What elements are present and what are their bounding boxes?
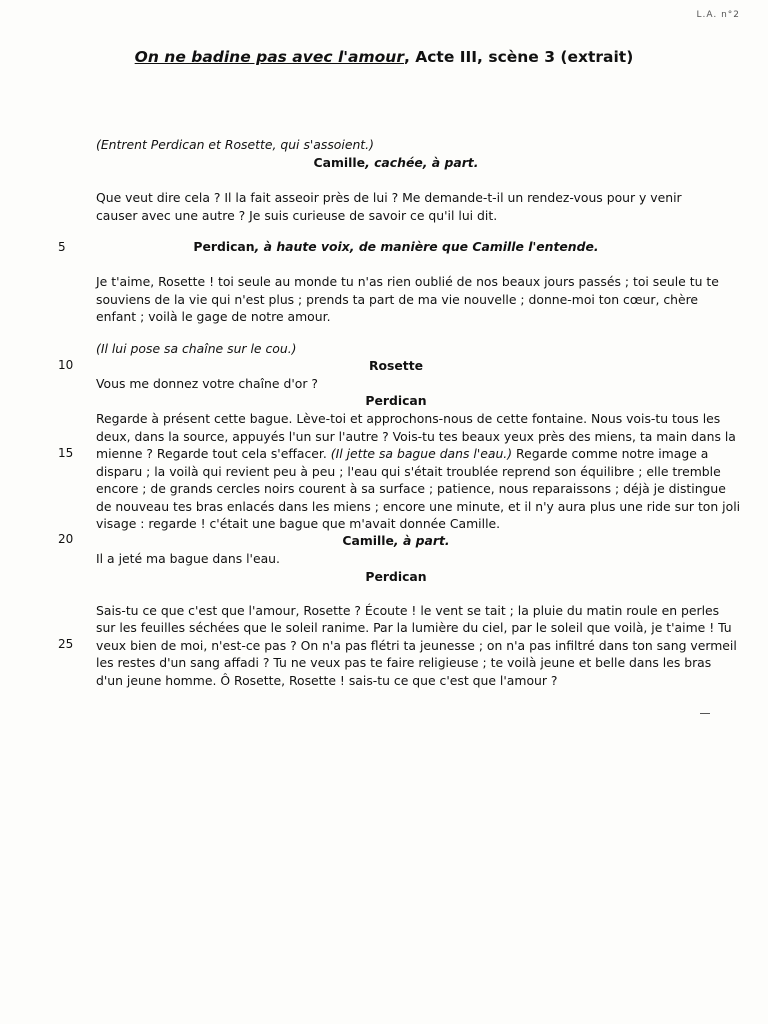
speaker-camille-2	[96, 533, 696, 548]
stage-direction-1: (Entrent Perdican et Rosette, qui s'assoient.)	[96, 137, 374, 152]
speaker-perdican-3: Perdican	[365, 569, 427, 584]
para-1-line-1: Que veut dire cela ? Il la fait asseoir près de lui ? Me demande-t-il un rendez-vous pour y venir	[96, 190, 682, 205]
speaker-camille-1	[96, 155, 696, 170]
para-4-line-3a: mienne ? Regarde tout cela s'effacer.	[96, 446, 331, 461]
para-5-line-1: Il a jeté ma bague dans l'eau.	[96, 551, 280, 566]
para-4-line-7: visage : regarde ! c'était une bague que m'avait donnée Camille.	[96, 516, 501, 531]
corner-mark: L.A. n°2	[696, 10, 740, 20]
speaker-note: , à part.	[393, 533, 450, 548]
line-number-25: 25	[58, 637, 74, 651]
speaker-name: Camille	[313, 155, 366, 170]
stage-direction-2: (Il lui pose sa chaîne sur le cou.)	[96, 341, 297, 356]
para-2-line-3: enfant ; voilà le gage de notre amour.	[96, 309, 331, 324]
speaker-note: , à haute voix, de manière que Camille l'entende.	[254, 239, 599, 254]
para-6-line-2: sur les feuilles séchées que le soleil ranime. Par la lumière du ciel, par le soleil que voilà, je t'aime ! Tu	[96, 620, 732, 635]
line-number-10: 10	[58, 358, 74, 372]
para-4-line-3c: Regarde comme notre image a	[512, 446, 709, 461]
speaker-perdican-2: Perdican	[365, 393, 427, 408]
para-4-line-3	[96, 446, 708, 461]
line-number-20: 20	[58, 532, 74, 546]
title-rest: , Acte III, scène 3 (extrait)	[403, 48, 634, 66]
para-4-line-6: de nouveau tes bras enlacés dans les miens ; encore une minute, et il n'y aura plus une ride sur ton joli	[96, 499, 741, 514]
para-4-line-1: Regarde à présent cette bague. Lève-toi et approchons-nous de cette fontaine. Nous vois-tu tous les	[96, 411, 721, 426]
document-title	[0, 48, 768, 66]
speaker-perdican-1	[96, 239, 696, 254]
para-4-line-4: disparu ; la voilà qui revient peu à peu ; l'eau qui s'était troublée reprend son équilibre ; elle tremble	[96, 464, 721, 479]
para-2-line-1: Je t'aime, Rosette ! toi seule au monde tu n'as rien oublié de nos beaux jours passés ; toi seule tu te	[96, 274, 719, 289]
para-4-line-5: encore ; de grands cercles noirs courent à sa surface ; patience, nous reparaissons ; déjà je distingue	[96, 481, 726, 496]
play-title: On ne badine pas avec l'amour	[134, 48, 404, 66]
para-6-line-5: d'un jeune homme. Ô Rosette, Rosette ! sais-tu ce que c'est que l'amour ?	[96, 673, 558, 688]
line-number-5: 5	[58, 240, 66, 254]
speaker-name: Camille	[342, 533, 394, 548]
scan-speck	[700, 713, 710, 714]
speaker-name: Perdican	[193, 239, 255, 254]
para-2-line-2: souviens de la vie qui n'est plus ; prends ta part de ma vie nouvelle ; donne-moi ton cœur, chère	[96, 292, 699, 307]
para-1-line-2: causer avec une autre ? Je suis curieuse de savoir ce qu'il lui dit.	[96, 208, 498, 223]
para-6-line-3: veux bien de moi, n'est-ce pas ? On n'a pas flétri ta jeunesse ; on n'a pas infiltré dans ton sang vermeil	[96, 638, 737, 653]
para-6-line-1: Sais-tu ce que c'est que l'amour, Rosette ? Écoute ! le vent se tait ; la pluie du matin roule en perles	[96, 603, 720, 618]
para-6-line-4: les restes d'un sang affadi ? Tu ne veux pas te faire religieuse ; te voilà jeune et belle dans les bras	[96, 655, 712, 670]
stage-direction-3: (Il jette sa bague dans l'eau.)	[330, 446, 513, 461]
para-4-line-2: deux, dans la source, appuyés l'un sur l'autre ? Vois-tu tes beaux yeux près des miens, ta main dans la	[96, 429, 736, 444]
speaker-rosette: Rosette	[368, 358, 424, 373]
speaker-note: , cachée, à part.	[365, 155, 479, 170]
line-number-15: 15	[58, 446, 74, 460]
para-3-line-1: Vous me donnez votre chaîne d'or ?	[96, 376, 318, 391]
